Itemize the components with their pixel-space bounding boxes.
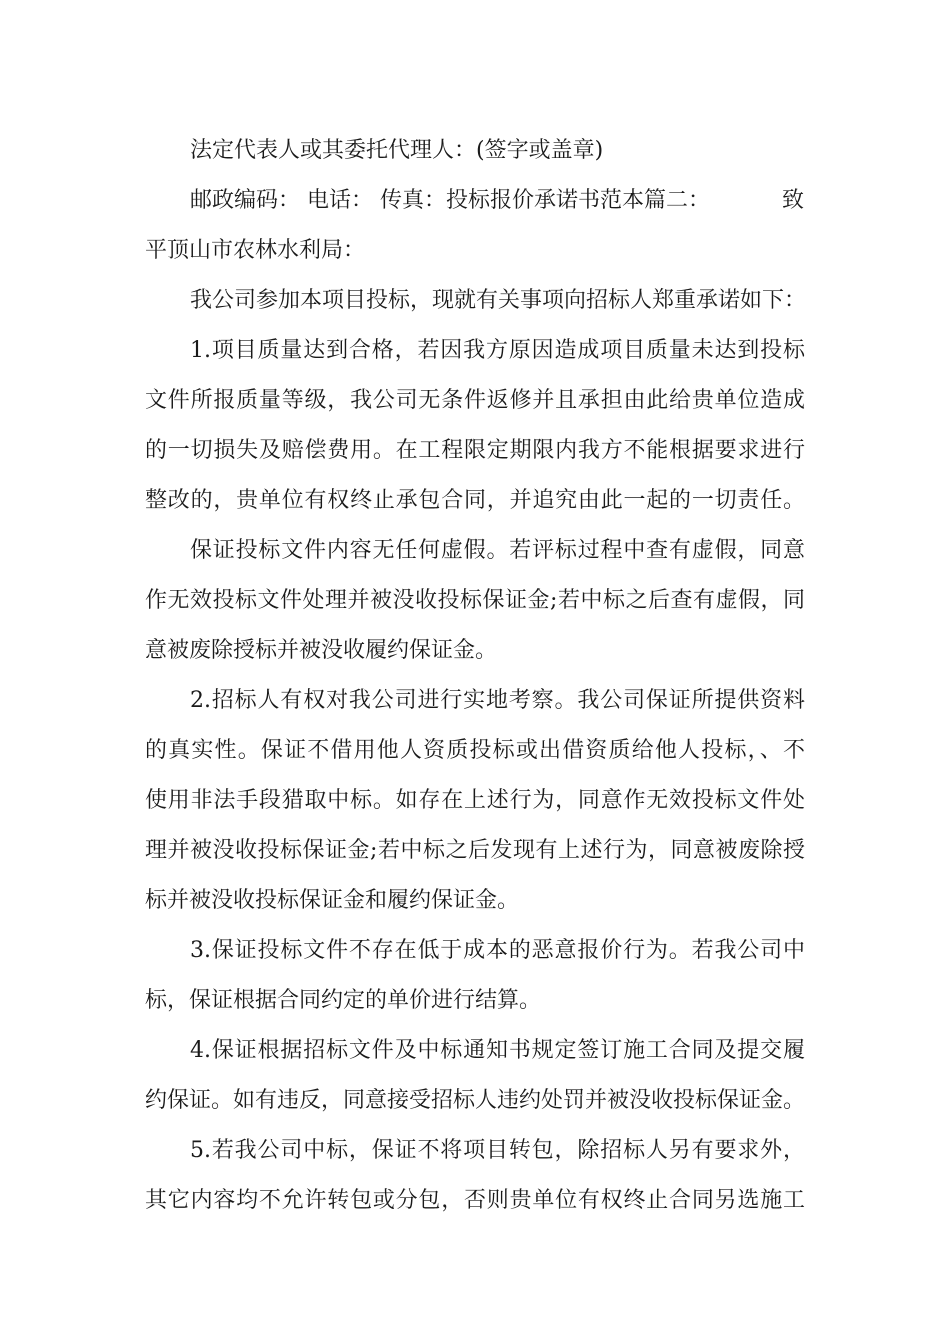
text-line: 的一切损失及赔偿费用。在工程限定期限内我方不能根据要求进行 — [145, 438, 805, 463]
paragraph-line — [0, 531, 950, 571]
paragraph-line — [0, 1131, 950, 1171]
paragraph-line — [0, 331, 950, 371]
paragraph-line — [0, 931, 950, 971]
text-line: 致 — [782, 188, 805, 213]
paragraph-line — [0, 281, 950, 321]
text-line: 使用非法手段猎取中标。如存在上述行为，同意作无效投标文件处 — [145, 788, 805, 813]
text-line: 3.保证投标文件不存在低于成本的恶意报价行为。若我公司中 — [190, 938, 805, 963]
text-line: 1.项目质量达到合格，若因我方原因造成项目质量未达到投标 — [190, 338, 805, 363]
text-line: 4.保证根据招标文件及中标通知书规定签订施工合同及提交履 — [190, 1038, 805, 1063]
text-line: 的真实性。保证不借用他人资质投标或出借资质给他人投标，、不 — [145, 738, 805, 763]
text-line: 法定代表人或其委托代理人：(签字或盖章) — [190, 138, 604, 163]
text-line: 保证投标文件内容无任何虚假。若评标过程中查有虚假，同意 — [190, 538, 805, 563]
paragraph-line — [0, 1181, 950, 1221]
paragraph-line — [0, 481, 950, 521]
text-line: 平顶山市农林水利局： — [145, 238, 366, 263]
text-line: 我公司参加本项目投标，现就有关事项向招标人郑重承诺如下： — [190, 288, 807, 313]
text-line: 2.招标人有权对我公司进行实地考察。我公司保证所提供资料 — [190, 688, 805, 713]
paragraph-line — [0, 581, 950, 621]
text-line: 文件所报质量等级，我公司无条件返修并且承担由此给贵单位造成 — [145, 388, 805, 413]
text-line: 标，保证根据合同约定的单价进行结算。 — [145, 988, 542, 1013]
paragraph-line — [0, 1031, 950, 1071]
paragraph-line — [0, 681, 950, 721]
paragraph-line — [0, 981, 950, 1021]
text-line: 邮政编码： 电话： 传真：投标报价承诺书范本篇二： — [190, 188, 710, 213]
text-line: 5.若我公司中标，保证不将项目转包，除招标人另有要求外， — [190, 1138, 805, 1163]
text-line: 约保证。如有违反，同意接受招标人违约处罚并被没收投标保证金。 — [145, 1088, 805, 1113]
paragraph-line — [0, 881, 950, 921]
paragraph-line — [0, 781, 950, 821]
contact-line — [0, 181, 950, 221]
text-line: 作无效投标文件处理并被没收投标保证金;若中标之后查有虚假，同 — [145, 588, 805, 613]
text-line: 整改的，贵单位有权终止承包合同，并追究由此一起的一切责任。 — [145, 488, 805, 513]
text-line: 其它内容均不允许转包或分包，否则贵单位有权终止合同另选施工 — [145, 1188, 805, 1213]
text-line: 意被废除授标并被没收履约保证金。 — [145, 638, 498, 663]
text-line: 理并被没收投标保证金;若中标之后发现有上述行为，同意被废除授 — [145, 838, 805, 863]
paragraph-line — [0, 831, 950, 871]
paragraph-line — [0, 381, 950, 421]
paragraph-line — [0, 1081, 950, 1121]
paragraph-line — [0, 631, 950, 671]
signature-line — [0, 131, 950, 171]
addressee-line — [0, 231, 950, 271]
text-line: 标并被没收投标保证金和履约保证金。 — [145, 888, 520, 913]
paragraph-line — [0, 431, 950, 471]
paragraph-line — [0, 731, 950, 771]
